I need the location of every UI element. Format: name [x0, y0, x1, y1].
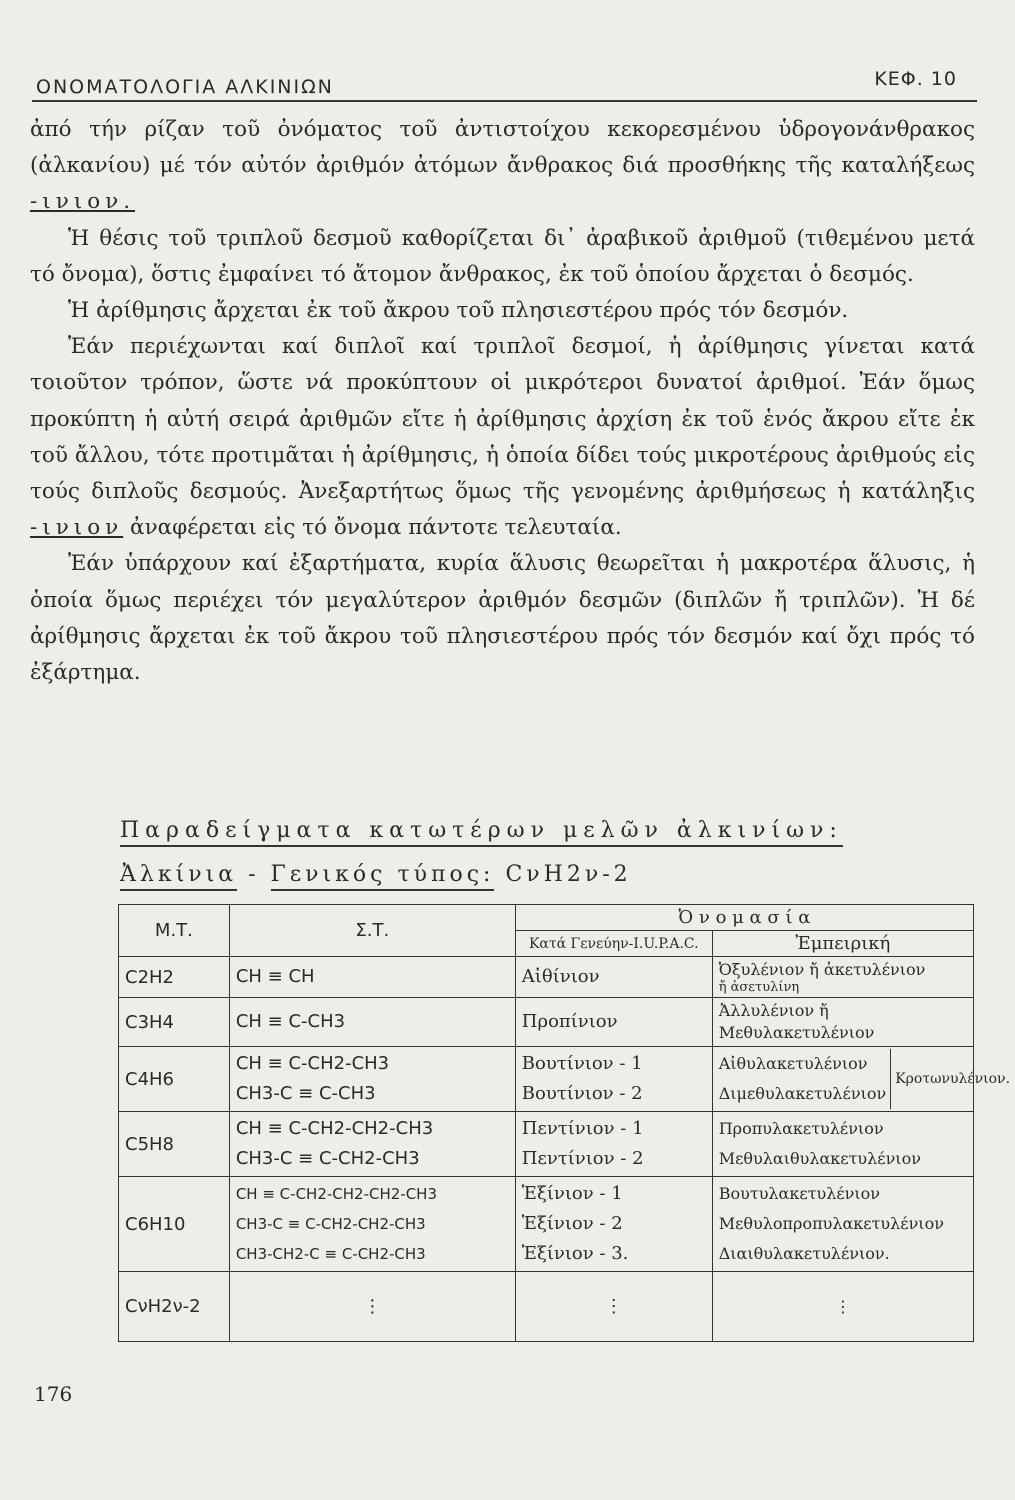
- row-iupac: Ἑξίνιον - 3.: [521, 1243, 629, 1264]
- table-row: [119, 957, 974, 998]
- paragraph-4-text-b: ἀναφέρεται εἰς τό ὄνομα πάντοτε τελευταία.: [123, 515, 622, 541]
- row-iupac: Βουτίνιον - 1: [521, 1053, 643, 1074]
- row-iupac: Πεντίνιον - 1: [521, 1118, 644, 1139]
- row-emp: Μεθυλοπροπυλακετυλένιον: [718, 1214, 944, 1233]
- paragraph-3: Ἡ ἀρίθμησις ἄρχεται ἐκ τοῦ ἄκρου τοῦ πλησιεστέρου πρός τόν δεσμόν.: [68, 298, 849, 324]
- header-mt: Μ.Τ.: [119, 905, 230, 957]
- row-emp: Ὀξυλένιον ἤ ἀκετυλένιον: [718, 960, 926, 979]
- dash: -: [237, 862, 271, 887]
- general-label: Γενικός τύπος:: [271, 862, 495, 891]
- row-emp: Διμεθυλακετυλένιον: [718, 1084, 887, 1103]
- row-emp: Ἀλλυλένιον ἤ Μεθυλακετυλένιον: [718, 1001, 875, 1042]
- suffix-inion: -ινιον.: [30, 189, 136, 215]
- row-st: CH ≡ C-CH2-CH2-CH3: [235, 1118, 434, 1139]
- row-iupac: Προπίνιον: [521, 1011, 618, 1032]
- examples-title: [120, 818, 843, 843]
- running-header-title: ΟΝΟΜΑΤΟΛΟΓΙΑ ΑΛΚΙΝΙΩΝ: [36, 76, 334, 98]
- row-st: CH3-CH2-C ≡ C-CH2-CH3: [235, 1245, 426, 1263]
- row-st: CH3-C ≡ C-CH2-CH3: [235, 1148, 420, 1169]
- row-st: CH ≡ C-CH2-CH2-CH2-CH3: [235, 1185, 437, 1203]
- row-st: CH3-C ≡ C-CH3: [235, 1083, 376, 1104]
- row-emp: Μεθυλαιθυλακετυλένιον: [718, 1149, 921, 1168]
- header-naming: Ὀ ν ο μ α σ ί α: [515, 905, 973, 931]
- general-formula-line: [120, 862, 632, 887]
- row-iupac: Ἑξίνιον - 2: [521, 1213, 623, 1234]
- row-st: CH ≡ C-CH2-CH3: [235, 1053, 390, 1074]
- header-st: Σ.Τ.: [229, 905, 515, 957]
- row-emp: ⋮: [712, 1272, 973, 1342]
- row-emp: Διαιθυλακετυλένιον.: [718, 1244, 890, 1263]
- row-mt: C4H6: [119, 1047, 230, 1112]
- row-emp-note: Κροτωνυλένιον.: [895, 1071, 1011, 1087]
- row-emp: Αἰθυλακετυλένιον: [718, 1054, 868, 1073]
- header-empirical: Ἐμπειρική: [712, 931, 973, 957]
- table-row: [119, 1272, 974, 1342]
- body-text: [30, 112, 975, 691]
- row-mt: C5H8: [119, 1112, 230, 1177]
- examples-title-text: Παραδείγματα κατωτέρων μελῶν ἀλκινίων:: [120, 818, 843, 847]
- row-iupac: Βουτίνιον - 2: [521, 1083, 643, 1104]
- row-mt: CνH2ν-2: [119, 1272, 230, 1342]
- row-iupac: Ἑξίνιον - 1: [521, 1183, 623, 1204]
- row-emp: Βουτυλακετυλένιον: [718, 1184, 881, 1203]
- row-mt: C6H10: [119, 1177, 230, 1272]
- row-emp: Προπυλακετυλένιον: [718, 1119, 884, 1138]
- row-iupac: ⋮: [515, 1272, 712, 1342]
- chapter-label: ΚΕΦ. 10: [874, 68, 957, 90]
- header-iupac: Κατά Γενεύην-I.U.P.A.C.: [515, 931, 712, 957]
- row-st: CH3-C ≡ C-CH2-CH2-CH3: [235, 1215, 426, 1233]
- table-row: [119, 998, 974, 1047]
- paragraph-4: [30, 329, 975, 546]
- row-st: ⋮: [229, 1272, 515, 1342]
- table-row: [119, 1112, 974, 1177]
- row-st: CH ≡ C-CH3: [235, 1011, 346, 1032]
- paragraph-1: [30, 112, 975, 221]
- general-formula: CνH2ν-2: [505, 862, 632, 887]
- table-row: [119, 1047, 974, 1112]
- paragraph-1-text: ἀπό τήν ρίζαν τοῦ ὀνόματος τοῦ ἀντιστοίχου κεκορεσμένου ὑδρογονάνθρακος (ἀλκανίου) μέ τόν αὐτόν ἀριθμόν ἀτόμων ἄνθρακος διά προσθήκης τῆς καταλήξεως: [30, 117, 975, 179]
- header-rule: [32, 100, 977, 102]
- alkynes-table: [118, 904, 1011, 1342]
- row-iupac: Αἰθίνιον: [521, 966, 600, 987]
- page-number: 176: [34, 1382, 73, 1406]
- paragraph-5: Ἐάν ὑπάρχουν καί ἐξαρτήματα, κυρία ἅλυσις θεωρεῖται ἡ μακροτέρα ἅλυσις, ἡ ὁποία ὅμως περιέχει τόν μεγαλύτερον ἀριθμόν δεσμῶν (διπλῶν ἤ τριπλῶν). Ἡ δέ ἀρίθμησις ἄρχεται ἐκ τοῦ ἄκρου τοῦ πλησιεστέρου πρός τόν δεσμόν καί ὄχι πρός τό ἐξάρτημα.: [30, 551, 975, 686]
- row-emp-sub: ἤ ἀσετυλίνη: [718, 980, 800, 995]
- table-row: [119, 1177, 974, 1272]
- paragraph-4-text-a: Ἐάν περιέχωνται καί διπλοῖ καί τριπλοῖ δεσμοί, ἡ ἀρίθμησις γίνεται κατά τοιοῦτον τρόπον, ὥστε νά προκύπτουν οἱ μικρότεροι δυνατοί ἀριθμοί. Ἐάν ὅμως προκύπτη ἡ αὐτή σειρά ἀριθμῶν εἴτε ἡ ἀρίθμησις ἀρχίση ἐκ τοῦ ἑνός ἄκρου εἴτε ἐκ τοῦ ἄλλου, τότε προτιμᾶται ἡ ἀρίθμησις, ἡ ὁποία δίδει τούς μικροτέρους ἀριθμούς εἰς τούς διπλοῦς δεσμούς. Ἀνεξαρτήτως ὅμως τῆς γενομένης ἀριθμήσεως ἡ κατάληξις: [30, 334, 975, 505]
- row-iupac: Πεντίνιον - 2: [521, 1148, 644, 1169]
- suffix-inion-2: -ινιον: [30, 515, 124, 541]
- row-mt: C3H4: [119, 998, 230, 1047]
- alkynes-label: Ἀλκίνια: [120, 862, 237, 891]
- row-st: CH ≡ CH: [235, 966, 315, 987]
- row-mt: C2H2: [119, 957, 230, 998]
- paragraph-2: Ἡ θέσις τοῦ τριπλοῦ δεσμοῦ καθορίζεται δι᾽ ἀραβικοῦ ἀριθμοῦ (τιθεμένου μετά τό ὄνομα), ὅστις ἐμφαίνει τό ἄτομον ἄνθρακος, ἐκ τοῦ ὁποίου ἄρχεται ὁ δεσμός.: [30, 225, 975, 287]
